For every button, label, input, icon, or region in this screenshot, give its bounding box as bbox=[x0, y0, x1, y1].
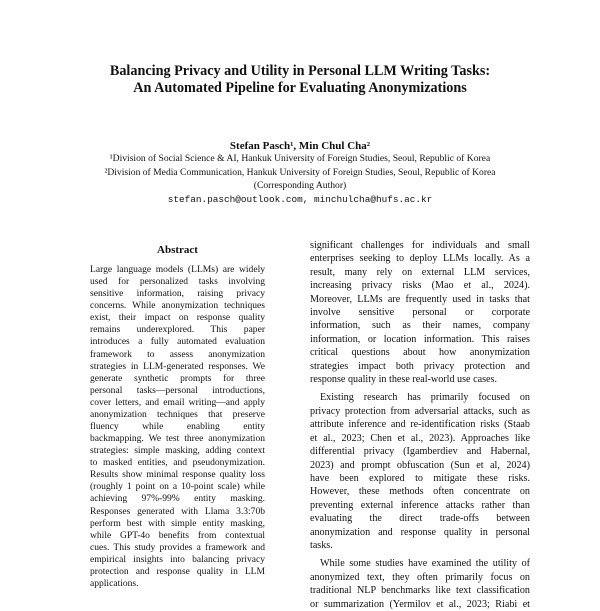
body-line: anonymized text, they often primarily focus on bbox=[310, 571, 530, 583]
abstract-line: achieving 97%-99% entity masking. bbox=[90, 493, 265, 505]
body-line: have been explored to mitigate these risks. bbox=[310, 472, 530, 484]
body-line: result, many rely on external LLM services, bbox=[310, 266, 530, 278]
body-line: significant challenges for individuals and small bbox=[310, 240, 530, 251]
abstract-line: sensitive information, raising privacy bbox=[90, 288, 265, 300]
body-line: anonymization and response quality in personal bbox=[310, 526, 530, 538]
body-line: While some studies have examined the utility of bbox=[320, 558, 530, 570]
body-line: information, such as their names, company bbox=[310, 320, 530, 332]
abstract-line: Results show minimal response quality loss bbox=[90, 469, 265, 481]
body-line: attribute inference and re-identification risks (Staab bbox=[310, 419, 530, 431]
body-line: tasks. bbox=[310, 539, 333, 551]
abstract-line: personal tasks—personal introductions, bbox=[90, 384, 265, 396]
body-line: differential privacy (Igamberdiev and Habernal, bbox=[310, 446, 530, 458]
body-line: privacy protection from adversarial attacks, such as bbox=[310, 405, 530, 417]
body-line: 2023) and prompt obfuscation (Sun et al, 2024) bbox=[310, 459, 530, 471]
affiliation-line: ¹Division of Social Science & AI, Hankuk University of Foreign Studies, Seoul, Republic of Korea bbox=[109, 153, 491, 164]
paper-title bbox=[40, 63, 560, 97]
abstract-line: framework to assess anonymization bbox=[90, 348, 265, 360]
abstract-line: remains underexplored. This paper bbox=[90, 324, 265, 336]
abstract-line: used for personalized tasks involving bbox=[90, 276, 265, 288]
paper-title-line: Balancing Privacy and Utility in Personal LLM Writing Tasks: bbox=[109, 63, 491, 79]
abstract-line: Large language models (LLMs) are widely bbox=[90, 264, 265, 275]
abstract-line: introduces a fully automated evaluation bbox=[90, 336, 265, 348]
affiliation-line: ²Division of Media Communication, Hankuk University of Foreign Studies, Seoul, Republic of Korea bbox=[104, 166, 496, 178]
body-line: Moreover, LLMs are frequently used in tasks that bbox=[310, 293, 530, 305]
abstract-line: Responses generated with Llama 3.3:70b bbox=[90, 505, 265, 517]
body-line: response quality in these real-world use cases. bbox=[310, 374, 497, 386]
body-line: traditional NLP benchmarks like text classification bbox=[310, 585, 530, 597]
body-line: critical questions about how anonymization bbox=[310, 347, 530, 359]
author-list: Stefan Pasch¹, Min Chul Cha² bbox=[229, 140, 371, 152]
body-line: involve sensitive personal or corporate bbox=[310, 307, 530, 319]
body-line: et al., 2023; Chen et al., 2023). Approaches like bbox=[310, 432, 530, 444]
abstract-line: empirical insights into balancing privacy bbox=[90, 553, 265, 565]
abstract-line: cues. This study provides a framework and bbox=[90, 541, 265, 553]
abstract-line: generate synthetic prompts for three bbox=[90, 372, 265, 384]
body-line: or summarization (Yermilov et al., 2023; Riabi et bbox=[310, 598, 530, 610]
body-line: However, these methods often concentrate on bbox=[310, 486, 530, 498]
abstract-line: to masked entities, and pseudonymization. bbox=[90, 457, 265, 469]
body-line: information, or location information. This raises bbox=[310, 333, 530, 345]
body-paragraph bbox=[310, 391, 530, 552]
abstract-line: protection and response quality in LLM bbox=[90, 565, 265, 577]
affiliations bbox=[30, 152, 570, 193]
abstract-line: exist, their impact on response quality bbox=[90, 312, 265, 324]
body-line: preventing external inference attacks rather than bbox=[310, 499, 530, 511]
body-line: strategies impact both privacy protection and bbox=[310, 360, 530, 372]
abstract-line: anonymization techniques that preserve bbox=[90, 408, 265, 420]
paper-title-line: An Automated Pipeline for Evaluating Anonymizations bbox=[133, 80, 467, 96]
body-line: Existing research has primarily focused on bbox=[320, 392, 530, 404]
abstract-body bbox=[90, 264, 265, 590]
affiliation-line: (Corresponding Author) bbox=[253, 180, 347, 191]
body-line: enterprises seeking to deploy LLMs locally. As a bbox=[310, 253, 530, 265]
abstract-line: applications. bbox=[90, 578, 139, 590]
body-line: evaluating the direct trade-offs between bbox=[310, 513, 530, 525]
body-column bbox=[310, 239, 530, 611]
body-paragraph bbox=[310, 557, 530, 611]
abstract-line: concerns. While anonymization techniques bbox=[90, 300, 265, 312]
body-line: increasing privacy risks (Mao et al., 2024). bbox=[310, 280, 530, 292]
abstract-line: while GPT-4o benefits from contextual bbox=[90, 529, 265, 541]
abstract-line: strategies in LLM-generated responses. We bbox=[90, 360, 265, 372]
abstract-line: fluency while enabling entity bbox=[90, 421, 265, 433]
abstract-line: perform best with simple entity masking, bbox=[90, 517, 265, 529]
abstract-heading: Abstract bbox=[157, 244, 198, 256]
abstract-line: strategies: simple masking, adding context bbox=[90, 445, 265, 457]
body-paragraph bbox=[310, 239, 530, 386]
author-emails: stefan.pasch@outlook.com, minchulcha@hufs.ac.kr bbox=[167, 194, 433, 205]
abstract-line: cover letters, and email writing—and apply bbox=[90, 396, 265, 408]
abstract-line: backmapping. We test three anonymization bbox=[90, 433, 265, 445]
abstract-line: (roughly 1 point on a 10-point scale) while bbox=[90, 481, 265, 493]
